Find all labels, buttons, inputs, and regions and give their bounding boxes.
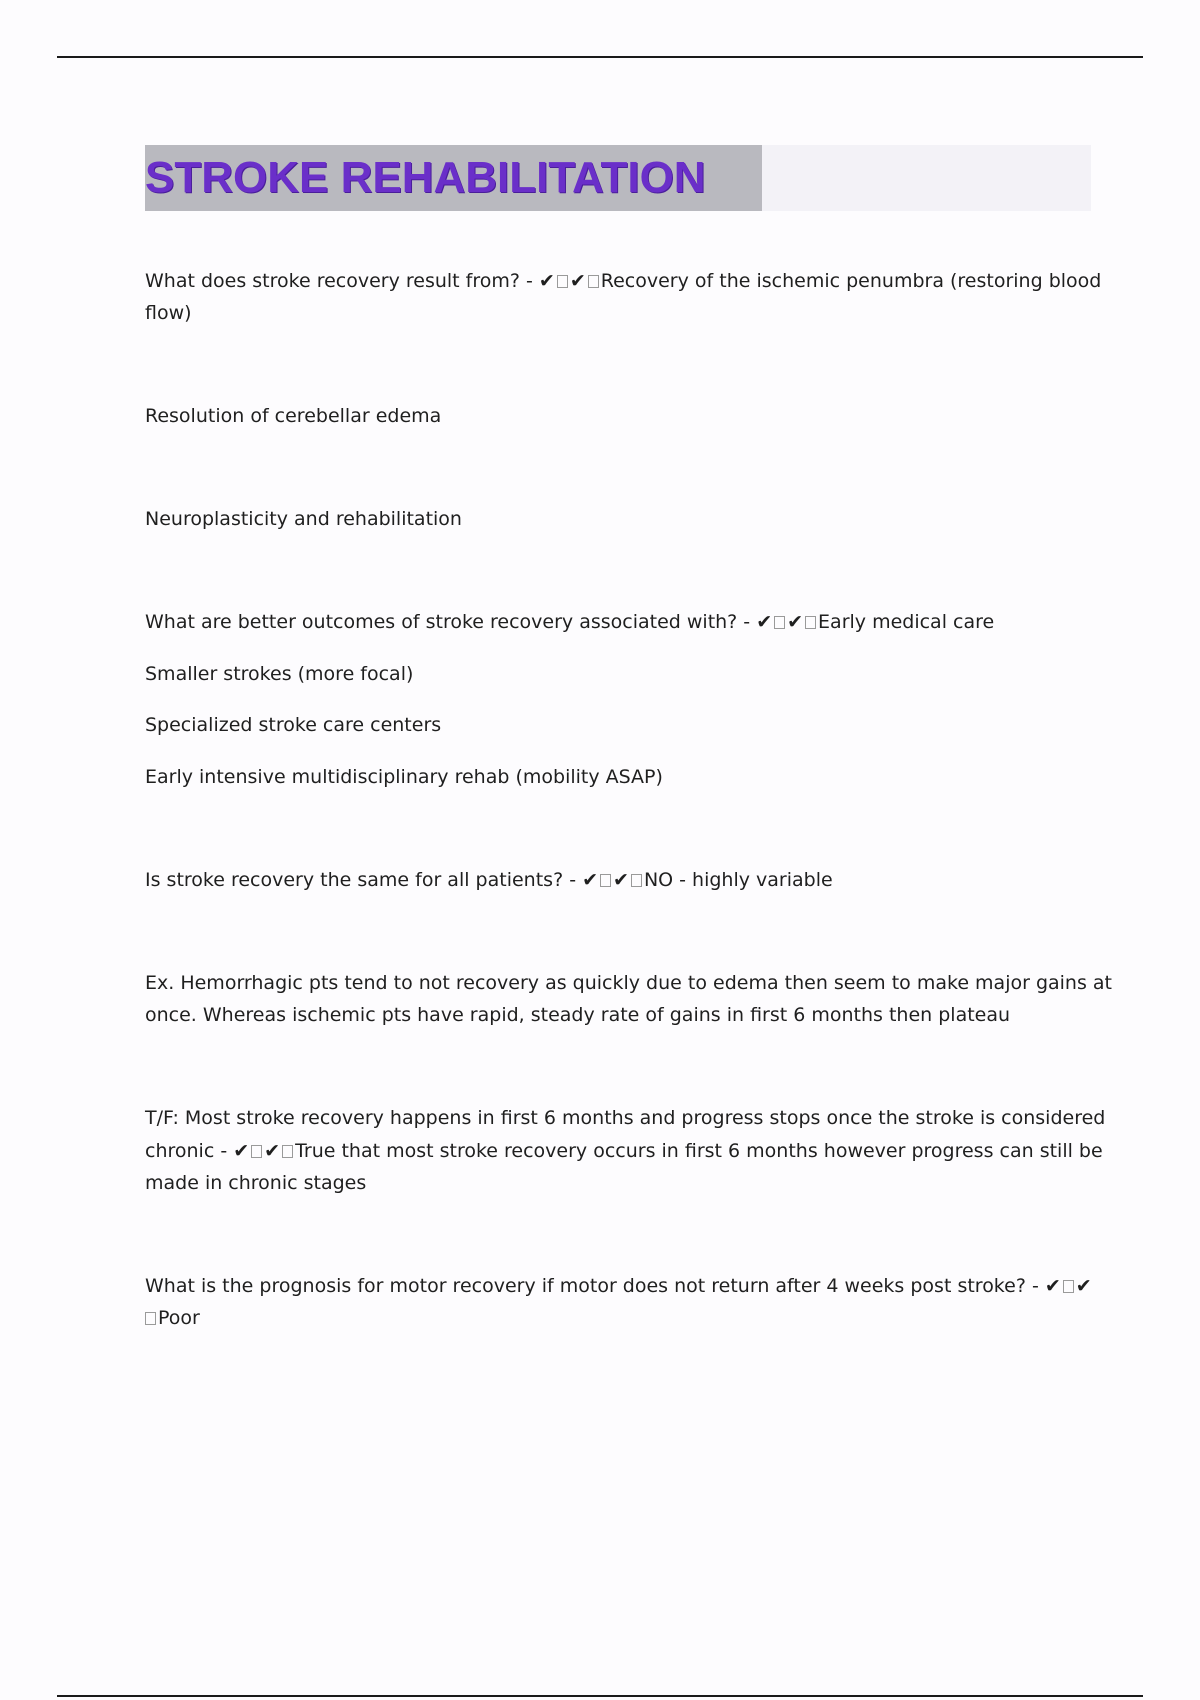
answer-1-item-2: Resolution of cerebellar edema bbox=[145, 405, 442, 427]
question-4-line-2 bbox=[145, 1135, 1103, 1168]
question-1-text: What does stroke recovery result from? - bbox=[145, 270, 539, 292]
box-icon bbox=[1063, 1280, 1074, 1293]
question-3-line bbox=[145, 864, 1085, 897]
check-icon: ✔ bbox=[582, 869, 599, 891]
answer-5-line bbox=[145, 1302, 1085, 1335]
check-icon: ✔ bbox=[538, 270, 555, 292]
question-1-line-1 bbox=[145, 265, 1102, 298]
answer-1-item-3: Neuroplasticity and rehabilitation bbox=[145, 508, 462, 530]
box-icon bbox=[805, 616, 816, 629]
box-icon bbox=[145, 1312, 156, 1325]
check-icon: ✔ bbox=[233, 1140, 250, 1162]
top-rule bbox=[57, 56, 1143, 58]
box-icon bbox=[251, 1145, 262, 1158]
question-5-line-1 bbox=[145, 1270, 1092, 1303]
box-icon bbox=[774, 616, 785, 629]
answer-2-item-3: Specialized stroke care centers bbox=[145, 714, 442, 736]
check-icon: ✔ bbox=[787, 611, 804, 633]
question-3-text: Is stroke recovery the same for all patients? - bbox=[145, 869, 583, 891]
question-4-line-1: T/F: Most stroke recovery happens in first 6 months and progress stops once the stroke is considered bbox=[145, 1107, 1106, 1129]
check-icon: ✔ bbox=[569, 270, 586, 292]
check-icon: ✔ bbox=[1075, 1275, 1092, 1297]
answer-2-text: Early medical care bbox=[818, 611, 995, 633]
answer-2-item-2: Smaller strokes (more focal) bbox=[145, 663, 414, 685]
check-icon: ✔ bbox=[1044, 1275, 1061, 1297]
check-icon: ✔ bbox=[264, 1140, 281, 1162]
check-icon: ✔ bbox=[756, 611, 773, 633]
check-icon: ✔ bbox=[613, 869, 629, 891]
answer-4-text: True that most stroke recovery occurs in first 6 months however progress can still be bbox=[295, 1140, 1103, 1162]
question-5-text: What is the prognosis for motor recovery if motor does not return after 4 weeks post stroke? - bbox=[145, 1275, 1045, 1297]
box-icon bbox=[557, 275, 568, 288]
question-2-line bbox=[145, 606, 1085, 639]
page-title: STROKE REHABILITATION bbox=[145, 153, 706, 202]
box-icon bbox=[631, 874, 642, 887]
bottom-rule bbox=[57, 1695, 1143, 1697]
box-icon bbox=[282, 1145, 293, 1158]
answer-3-example-line-2: once. Whereas ischemic pts have rapid, steady rate of gains in first 6 months then plateau bbox=[145, 1004, 1011, 1026]
answer-1-text: Recovery of the ischemic penumbra (restoring blood bbox=[600, 270, 1102, 292]
box-icon bbox=[588, 275, 599, 288]
answer-4-continuation: made in chronic stages bbox=[145, 1172, 367, 1194]
box-icon bbox=[600, 874, 611, 887]
question-4-text: chronic - bbox=[145, 1140, 234, 1162]
answer-2-item-4: Early intensive multidisciplinary rehab (mobility ASAP) bbox=[145, 766, 663, 788]
answer-3-example-line-1: Ex. Hemorrhagic pts tend to not recovery as quickly due to edema then seem to make major gains at bbox=[145, 972, 1113, 994]
answer-3-text: NO - highly variable bbox=[643, 869, 833, 891]
answer-5-text: Poor bbox=[158, 1307, 200, 1329]
question-2-text: What are better outcomes of stroke recovery associated with? - bbox=[145, 611, 757, 633]
answer-1-continuation: flow) bbox=[145, 302, 192, 324]
